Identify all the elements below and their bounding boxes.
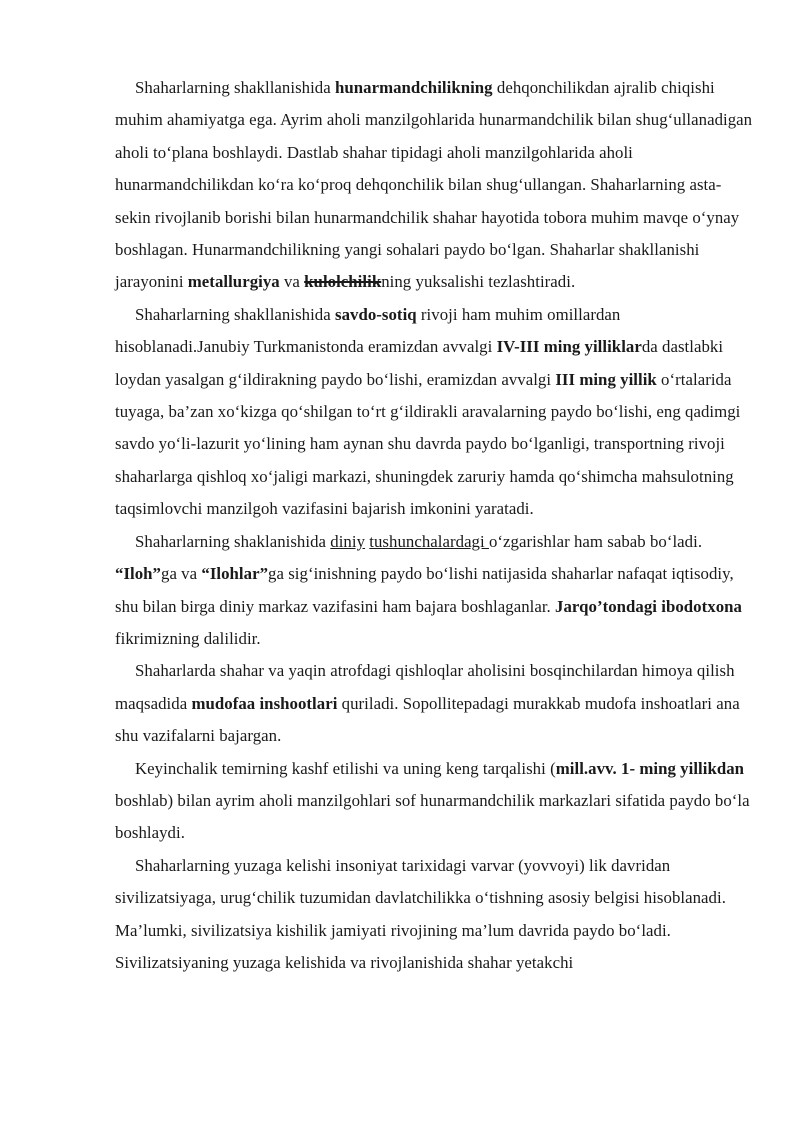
struck-term-kulolchilik: kulolchilik (304, 272, 382, 292)
text-run: Keyinchalik temirning kashf etilishi va uning keng tarqalishi ( (135, 758, 556, 778)
text-run: rivoji ham muhim omillardan hisoblanadi.Janubiy Turkmanistonda eramizdan avvalgi (115, 304, 621, 357)
text-run: Shaharlarning shakllanishida (135, 304, 335, 324)
underlined-word-tushunchalardagi: tushunchalardagi (369, 531, 489, 551)
text-run: Shaharlarning shakllanishida (135, 78, 335, 97)
text-run: Shaharlarning shaklanishida (135, 531, 331, 551)
bold-term-ibodotxona: Jarqo’tondagi ibodotxona (555, 596, 742, 616)
text-run: Shaharlarda shahar va yaqin atrofdagi qishloqlar aholisini bosqinchilardan himoya qilish maqsadida (115, 661, 735, 713)
text-run: va (279, 272, 305, 292)
paragraph-religion (115, 526, 755, 656)
text-run: boshlab) bilan ayrim aholi manzilgohlari sof hunarmandchilik markazlari sifatida paydo bo‘la boshlaydi. (115, 790, 750, 843)
bold-term-millennium: III ming yillik (555, 369, 657, 389)
bold-term-savdo-sotiq: savdo-sotiq (334, 304, 417, 324)
document-page (115, 72, 755, 979)
text-run: quriladi. Sopollitepadagi murakkab mudofa inshoatlari ana shu vazifalarni bajargan. (115, 693, 740, 746)
bold-term-ilohlar: “Ilohlar” (201, 564, 269, 584)
paragraph-crafts (115, 72, 755, 299)
bold-term-hunarmandchilik: hunarmandchilikning (334, 78, 493, 97)
text-run: ga sig‘inishning paydo bo‘lishi natijasida shaharlar nafaqat iqtisodiy, shu bilan birga diniy markaz vazifasini ham bajara boshlaganlar. (115, 564, 734, 616)
text-run: ning yuksalishi tezlashtiradi. (381, 272, 576, 292)
bold-term-iloh: “Iloh” (115, 564, 161, 584)
text-run: o‘zgarishlar ham sabab bo‘ladi. (488, 531, 703, 551)
bold-term-mudofaa: mudofaa inshootlari (191, 693, 338, 713)
text-run: Shaharlarning yuzaga kelishi insoniyat tarixidagi varvar (yovvoyi) lik davridan sivilizatsiyaga, urug‘chilik tuzumidan davlatchilikka o‘tishning asosiy belgisi hisoblanadi. Ma’lumki, sivilizatsiya kishilik jamiyati rivojining ma’lum davrida paydo bo‘ladi. Sivilizatsiyaning yuzaga kelishida va rivojlanishida shahar yetakchi (115, 855, 726, 972)
text-run: fikrimizning dalilidir. (115, 628, 261, 648)
underlined-word-diniy: diniy (330, 531, 366, 551)
text-run: o‘rtalarida tuyaga, ba’zan xo‘kizga qo‘shilgan to‘rt g‘ildirakli aravalarning paydo bo‘lishi, eng qadimgi savdo yo‘li-lazurit yo‘lining ham aynan shu davrda paydo bo‘lganligi, transportning rivoji shaharlarga qishloq xo‘jaligi markazi, shuningdek zaruriy hamda qo‘shimcha mahsulotning taqsimlovchi manzilgoh vazifasini bajarish imkonini yaratadi. (115, 369, 741, 519)
text-run: ga va (161, 564, 202, 584)
text-run: da dastlabki loydan yasalgan g‘ildirakning paydo bo‘lishi, eramizdan avvalgi (115, 337, 724, 389)
paragraph-defense (115, 655, 755, 752)
paragraph-iron (115, 753, 755, 850)
bold-term-date: mill.avv. 1- ming yillikdan (555, 758, 745, 778)
paragraph-trade (115, 299, 755, 526)
bold-term-millennia: IV-III ming yilliklar (496, 337, 642, 357)
text-run: dehqonchilikdan ajralib chiqishi muhim ahamiyatga ega. Ayrim aholi manzilgohlarida hunarmandchilik bilan shug‘ullanadigan aholi to‘plana boshlaydi. Dastlab shahar tipidagi aholi manzilgohlarida aholi hunarmandchilikdan ko‘ra ko‘proq dehqonchilik bilan shug‘ullangan. Shaharlarning asta-sekin rivojlanib borishi bilan hunarmandchilik shahar hayotida tobora muhim mavqe o‘ynay boshlagan. Hunarmandchilikning yangi sohalari paydo bo‘lgan. Shaharlar shakllanishi jarayonini (115, 78, 753, 292)
paragraph-civilization (115, 850, 755, 980)
bold-term-metallurgiya: metallurgiya (187, 272, 280, 292)
